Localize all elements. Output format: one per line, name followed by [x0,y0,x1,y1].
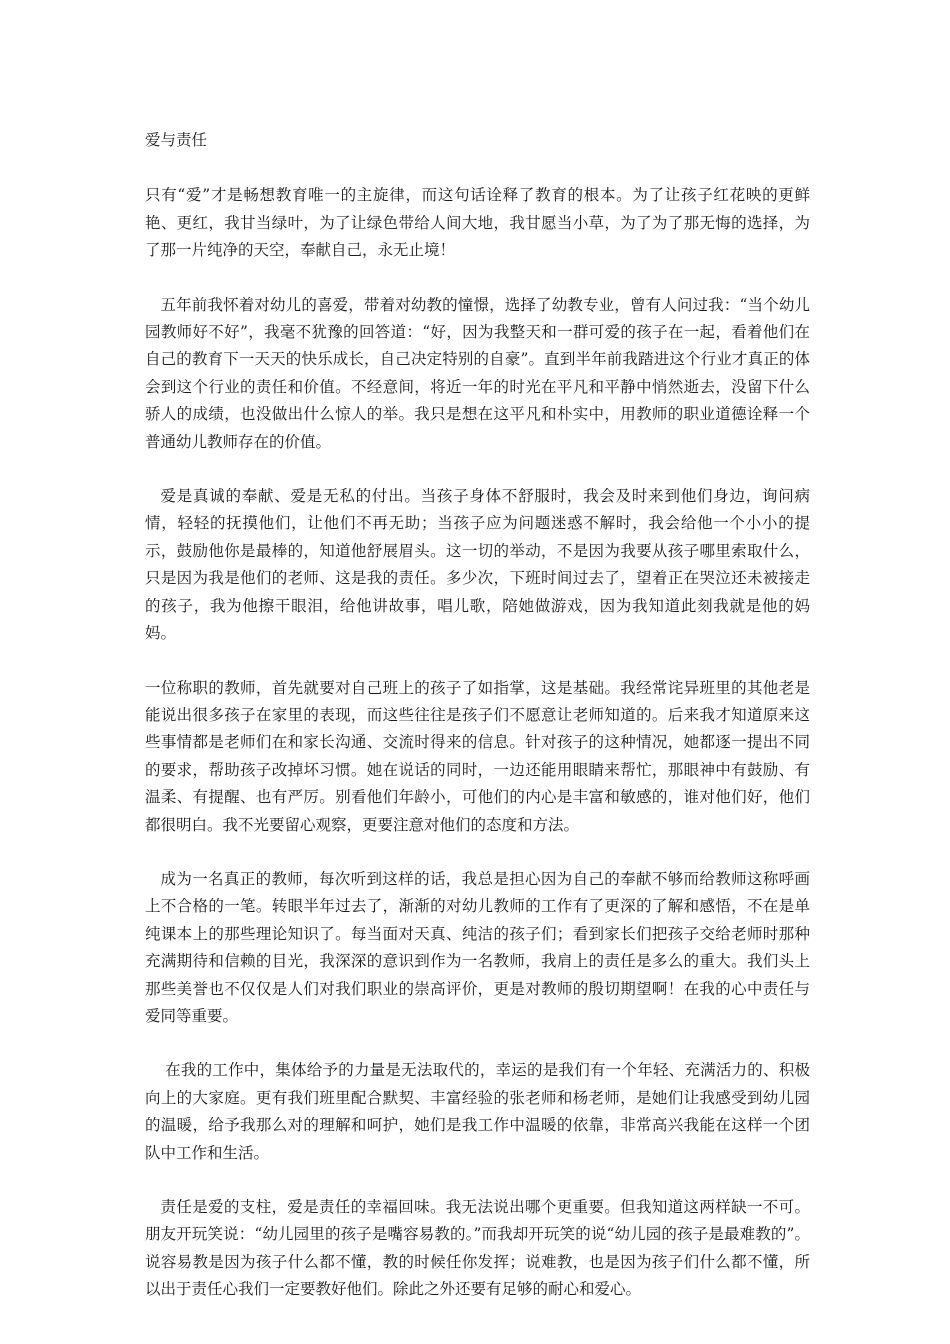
paragraph-intro: 只有“爱”才是畅想教育唯一的主旋律，而这句话诠释了教育的根本。为了让孩子红花映的更鲜艳、更红，我甘当绿叶，为了让绿色带给人间大地，我甘愿当小草，为了为了那无悔的选择，为了那一片纯净的天空，奉献自己，永无止境！ [145,186,810,260]
paragraph-responsibility: 责任是爱的支柱，爱是责任的幸福回味。我无法说出哪个更重要。但我知道这两样缺一不可。朋友开玩笑说：“幼儿园里的孩子是嘴容易教的。”而我却开玩笑的说“幼儿园的孩子是最难教的”。说容易教是因为孩子什么都不懂，教的时候任你发挥；说难教，也是因为孩子们什么都不懂，所以出于责任心我们一定要教好他们。除此之外还要有足够的耐心和爱心。 [145,1198,810,1299]
document-body [145,127,810,1331]
document-title: 爱与责任 [145,131,208,149]
paragraph-competent-teacher: 一位称职的教师，首先就要对自己班上的孩子了如指掌，这是基础。我经常诧异班里的其他老是能说出很多孩子在家里的表现，而这些往往是孩子们不愿意让老师知道的。后来我才知道原来这些事情都是老师们在和家长沟通、交流时得来的信息。针对孩子的这种情况，她都逐一提出不同的要求，帮助孩子改掉坏习惯。她在说话的同时，一边还能用眼睛来帮忙，那眼神中有鼓励、有温柔、有提醒、也有严厉。别看他们年龄小，可他们的内心是丰富和敏感的，谁对他们好，他们都很明白。我不光要留心观察，更要注意对他们的态度和方法。 [145,678,810,834]
paragraph-collective: 在我的工作中，集体给予的力量是无法取代的，幸运的是我们有一个年轻、充满活力的、积极向上的大家庭。更有我们班里配合默契、丰富经验的张老师和杨老师，是她们让我感受到幼儿园的温暖，给予我那么对的理解和呵护，她们是我工作中温暖的依靠，非常高兴我能在这样一个团队中工作和生活。 [145,1061,810,1162]
paragraph-becoming-teacher: 成为一名真正的教师，每次听到这样的话，我总是担心因为自己的奉献不够而给教师这称呼画上不合格的一笔。转眼半年过去了，渐渐的对幼儿教师的工作有了更深的了解和感悟，不在是单纯课本上的那些理论知识了。每当面对天真、纯洁的孩子们；看到家长们把孩子交给老师时那种充满期待和信赖的目光，我深深的意识到作为一名教师，我肩上的责任是多么的重大。我们头上那些美誉也不仅仅是人们对我们职业的崇高评价，更是对教师的殷切期望啊！在我的心中责任与爱同等重要。 [145,869,810,1025]
paragraph-five-years-ago: 五年前我怀着对幼儿的喜爱，带着对幼教的憧憬，选择了幼教专业，曾有人问过我：“当个幼儿园教师好不好”，我毫不犹豫的回答道：“好，因为我整天和一群可爱的孩子在一起，看着他们在自己的教育下一天天的快乐成长，自己决定特别的自豪”。直到半年前我踏进这个行业才真正的体会到这个行业的责任和价值。不经意间，将近一年的时光在平凡和平静中悄然逝去，没留下什么骄人的成绩，也没做出什么惊人的举。我只是想在这平凡和朴实中，用教师的职业道德诠释一个普通幼儿教师存在的价值。 [145,295,810,451]
paragraph-love-is-devotion: 爱是真诚的奉献、爱是无私的付出。当孩子身体不舒服时，我会及时来到他们身边，询问病情，轻轻的抚摸他们，让他们不再无助；当孩子应为问题迷惑不解时，我会给他一个小小的提示，鼓励他你是最棒的，知道他舒展眉头。这一切的举动，不是因为我要从孩子哪里索取什么，只是因为我是他们的老师、这是我的责任。多少次，下班时间过去了，望着正在哭泣还未被接走的孩子，我为他擦干眼泪，给他讲故事，唱儿歌，陪她做游戏，因为我知道此刻我就是他的妈妈。 [145,487,810,643]
